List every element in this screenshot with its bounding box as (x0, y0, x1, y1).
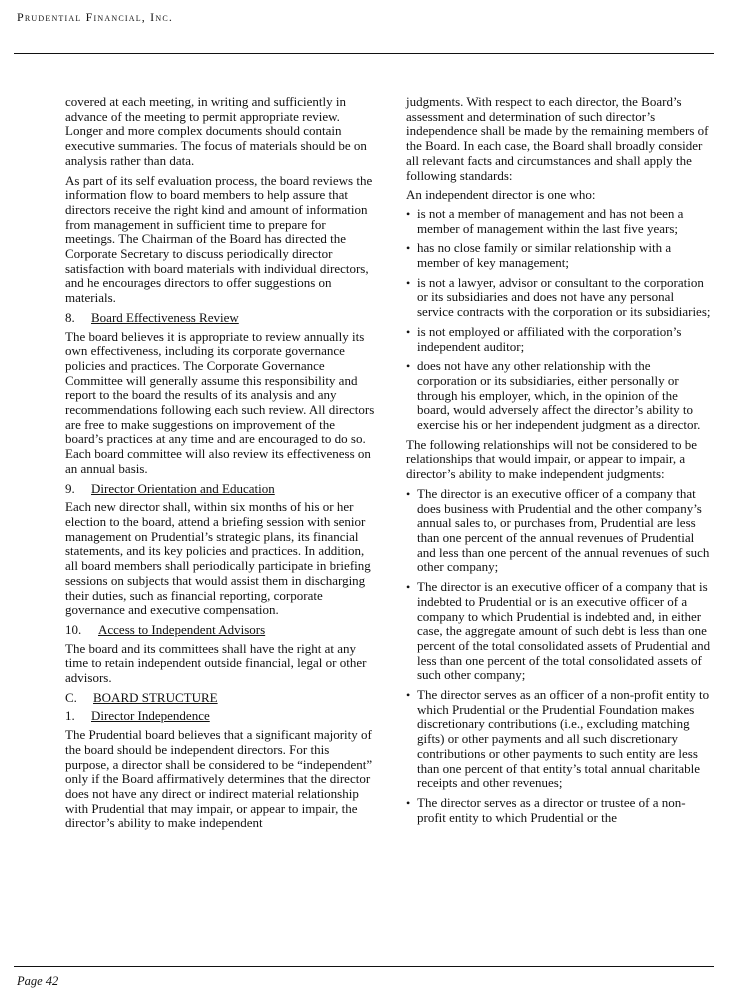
section-number: 10. (65, 621, 82, 637)
left-column (65, 95, 375, 836)
section-number: 9. (65, 480, 75, 496)
section-title: Director Orientation and Education (91, 480, 275, 496)
paragraph: The following relationships will not be considered to be relationships that would impair, or appear to impair, a director’s ability to make independent judgments: (406, 436, 697, 482)
header-rule (14, 53, 714, 54)
section-title: Board Effectiveness Review (91, 309, 239, 325)
list-item: • is not employed or affiliated with the corporation’s independent auditor; (406, 325, 712, 354)
list-item: • does not have any other relationship with the corporation or its subsidiaries, either personally or through his employer, which, in the opinion of the board, would adversely affect the director’s ability to exercise his or her independent judgment as a director. (406, 359, 712, 433)
section-heading-10 (65, 623, 375, 638)
list-item: • is not a member of management and has not been a member of management within the last five years; (406, 207, 712, 236)
section-number: 1. (65, 708, 75, 724)
paragraph: Each new director shall, within six months of his or her election to the board, attend a briefing session with senior management on Prudential’s strategic plans, its financial statements, and its key policies and practices. In addition, all board members shall periodically participate in briefing sessions on subjects that would assist them in discharging their duties, such as financial reporting, corporate governance and executive compensation. (65, 499, 371, 618)
section-heading-c (65, 691, 375, 706)
page-number: Page 42 (17, 974, 59, 988)
independence-standards-list (406, 207, 712, 433)
section-number: C. (65, 689, 77, 705)
paragraph: As part of its self evaluation process, the board reviews the information flow to board members to help assure that directors receive the right kind and amount of information from management in sufficient time to prepare for meetings. The Chairman of the Board has directed the Corporate Secretary to discuss periodically director satisfaction with board materials with individual directors, and he encourages directors to offer suggestions on materials. (65, 172, 373, 306)
paragraph: The board believes it is appropriate to review annually its own effectiveness, including its corporate governance policies and practices. The Corporate Governance Committee will generally assume this responsibility and report to the board the results of its analysis and any recommendations following each such review. All directors are free to make suggestions on improvement of the board’s practices at any time and are encouraged to do so. Each board committee will also review its effectiveness on an annual basis. (65, 328, 375, 476)
right-column (406, 95, 712, 830)
running-header: Prudential Financial, Inc. (17, 10, 174, 24)
paragraph: covered at each meeting, in writing and sufficiently in advance of the meeting to permit appropriate review. Longer and more complex documents should contain executive summaries. The focus of materials should be on analysis rather than data. (65, 94, 367, 168)
section-number: 8. (65, 309, 75, 325)
permitted-relationships-list (406, 487, 712, 825)
section-title: BOARD STRUCTURE (93, 689, 218, 705)
list-item: • The director is an executive officer of a company that is indebted to Prudential or is an executive officer of a company to which Prudential is indebted and, in either case, the aggregate amount of such debt is less than one percent of the total consolidated assets of Prudential and less than one percent of the total consolidated assets of such other company; (406, 580, 712, 683)
section-title: Director Independence (91, 708, 210, 724)
section-heading-8 (65, 311, 375, 326)
section-heading-1 (65, 709, 375, 724)
section-heading-9 (65, 482, 375, 497)
section-title: Access to Independent Advisors (98, 621, 266, 637)
list-item: • has no close family or similar relationship with a member of key management; (406, 241, 712, 270)
list-item: • is not a lawyer, advisor or consultant to the corporation or its subsidiaries and does not have any personal service contracts with the corporation or its subsidiaries; (406, 276, 712, 320)
list-item: • The director is an executive officer of a company that does business with Prudential and the other company’s annual sales to, or purchases from, Prudential are less than one percent of the annual revenues of Prudential and less than one percent of the annual revenues of such other company; (406, 487, 712, 575)
footer-rule (14, 966, 714, 967)
paragraph: The board and its committees shall have the right at any time to retain independent outside financial, legal or other advisors. (65, 640, 367, 686)
list-item: • The director serves as an officer of a non-profit entity to which Prudential or the Prudential Foundation makes discretionary contributions (i.e., excluding matching gifts) or other payments and all such discretionary contributions or other payments to such entity are less than one percent of that entity’s total annual charitable receipts and other revenues; (406, 688, 712, 791)
list-item: • The director serves as a director or trustee of a non-profit entity to which Prudential or the (406, 796, 712, 825)
paragraph: An independent director is one who: (406, 187, 596, 203)
paragraph: judgments. With respect to each director, the Board’s assessment and determination of such director’s independence shall be made by the remaining members of the Board. In each case, the Board shall broadly consider all relevant facts and circumstances and shall apply the following standards: (406, 94, 709, 183)
paragraph: The Prudential board believes that a significant majority of the board should be independent directors. For this purpose, a director shall be considered to be “independent” only if the Board affirmatively determines that the director does not have any direct or indirect material relationship with Prudential that may impair, or appear to impair, the director’s ability to make independent (65, 727, 373, 831)
